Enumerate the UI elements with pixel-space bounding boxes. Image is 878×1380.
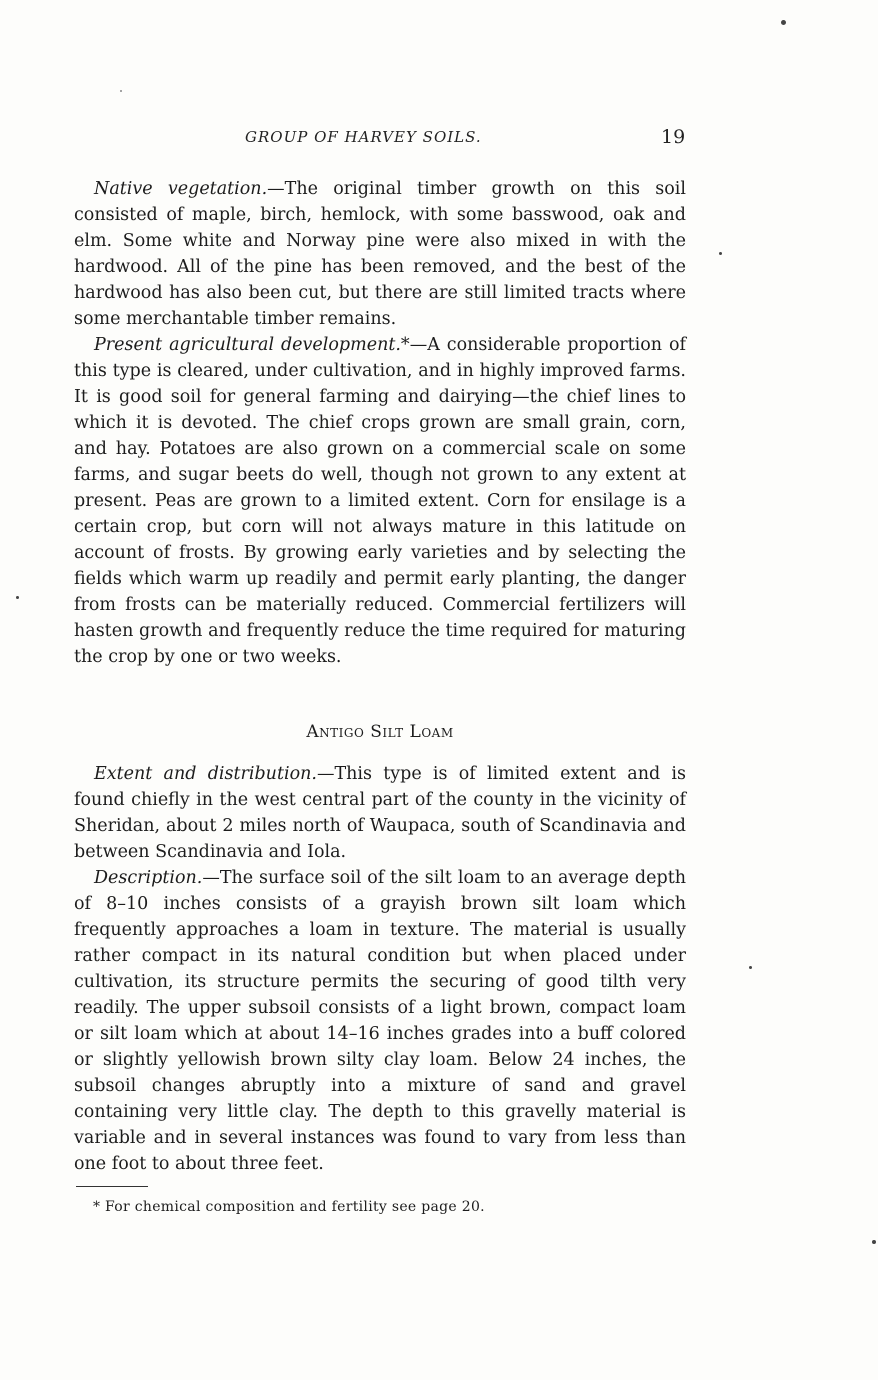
- paragraph-extent-distribution: [74, 761, 686, 865]
- footnote-rule: [76, 1186, 148, 1187]
- running-title: GROUP OF HARVEY SOILS.: [245, 128, 482, 146]
- section-heading: Antigo Silt Loam: [306, 722, 454, 742]
- paragraph-lead: Native vegetation.: [94, 179, 268, 199]
- paragraph-lead: Extent and distribution.: [94, 764, 317, 784]
- paragraph-description: [74, 865, 686, 1177]
- footnote: * For chemical composition and fertility see page 20.: [93, 1199, 485, 1215]
- paragraph-agricultural-development: [74, 332, 686, 670]
- paragraph-body: —The surface soil of the silt loam to an average depth of 8–10 inches consists of a grayish brown silt loam which frequently approaches a loam in texture. The material is usually rather compact in its natural condition but when placed under cultivation, its structure permits the securing of good tilth very readily. The upper subsoil consists of a light brown, compact loam or silt loam which at about 14–16 inches grades into a buff colored or slightly yellowish brown silty clay loam. Below 24 inches, the subsoil changes abruptly into a mixture of sand and gravel containing very little clay. The depth to this gravelly material is variable and in several instances was found to vary from less than one foot to about three feet.: [74, 868, 686, 1174]
- scan-speck: [749, 966, 752, 969]
- scan-speck: [781, 20, 786, 25]
- page-number: 19: [661, 126, 686, 148]
- paragraph-body: —A considerable proportion of this type is cleared, under cultivation, and in highly improved farms. It is good soil for general farming and dairying—the chief lines to which it is devoted. The chief crops grown are small grain, corn, and hay. Potatoes are also grown on a commercial scale on some farms, and sugar beets do well, though not grown to any extent at present. Peas are grown to a limited extent. Corn for ensilage is a certain crop, but corn will not always mature in this latitude on account of frosts. By growing early varieties and by selecting the fields which warm up readily and permit early planting, the danger from frosts can be materially reduced. Commercial fertilizers will hasten growth and frequently reduce the time required for maturing the crop by one or two weeks.: [74, 335, 686, 667]
- scan-speck: [120, 90, 122, 92]
- paragraph-lead: Present agricultural development.*: [94, 335, 410, 355]
- paragraph-body: —This type is of limited extent and is found chiefly in the west central part of the county in the vicinity of Sheridan, about 2 miles north of Waupaca, south of Scandinavia and between Scandinavia and Iola.: [74, 764, 686, 862]
- section-text: [74, 761, 686, 1177]
- body-text: [74, 176, 686, 670]
- paragraph-lead: Description.: [94, 868, 203, 888]
- paragraph-native-vegetation: [74, 176, 686, 332]
- scan-speck: [719, 252, 722, 255]
- scan-speck: [16, 596, 19, 599]
- scan-speck: [872, 1240, 876, 1244]
- paragraph-body: —The original timber growth on this soil consisted of maple, birch, hemlock, with some basswood, oak and elm. Some white and Norway pine were also mixed in with the hardwood. All of the pine has been removed, and the best of the hardwood has also been cut, but there are still limited tracts where some merchantable timber remains.: [74, 179, 686, 329]
